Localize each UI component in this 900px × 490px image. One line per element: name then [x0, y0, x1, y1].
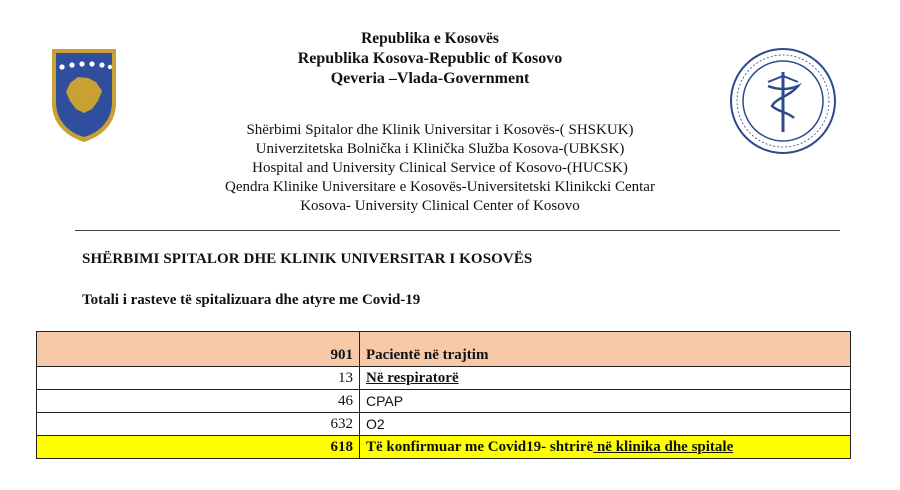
label-text-underlined: në klinika dhe spitale: [593, 438, 734, 455]
confirmed-covid-label: [360, 436, 851, 459]
republic-line-multilingual: Republika Kosova-Republic of Kosovo: [297, 50, 563, 67]
page-title: SHËRBIMI SPITALOR DHE KLINIK UNIVERSITAR I KOSOVËS: [82, 251, 533, 267]
label-text: Në respiratorë: [366, 369, 459, 386]
service-name-serbian: Univerzitetska Bolnička i Klinička Služba Kosova-(UBKSK): [255, 141, 625, 157]
service-name-albanian: Shërbimi Spitalor dhe Klinik Universitar i Kosovës-( SHSKUK): [246, 122, 634, 138]
university-clinical-center-seal-icon: [728, 46, 838, 156]
on-respirators-value: 13: [37, 367, 360, 390]
patients-in-treatment-label: [360, 332, 851, 367]
patients-in-treatment-value: 901: [37, 332, 360, 367]
service-names: [150, 121, 730, 216]
cpap-label: [360, 390, 851, 413]
government-header: [130, 29, 730, 89]
label-text: Të konfirmuar me Covid19- shtrirë: [366, 438, 594, 455]
hospitalization-table: [36, 331, 851, 459]
clinical-center-name-english: Kosova- University Clinical Center of Kosovo: [300, 198, 580, 214]
oxygen-value: 632: [37, 413, 360, 436]
table-row: [37, 413, 851, 436]
table-row: [37, 367, 851, 390]
kosovo-coat-of-arms-icon: [48, 45, 120, 145]
on-respirators-label: [360, 367, 851, 390]
table-row: [37, 332, 851, 367]
table-row: [37, 436, 851, 459]
government-line: Qeveria –Vlada-Government: [330, 70, 530, 87]
divider: [75, 230, 840, 231]
clinical-center-name: Qendra Klinike Universitare e Kosovës-Universitetski Klinikcki Centar: [225, 179, 655, 195]
oxygen-label: [360, 413, 851, 436]
label-text: CPAP: [366, 393, 404, 409]
label-text: Pacientë në trajtim: [366, 347, 489, 363]
label-text: O2: [366, 416, 385, 432]
table-row: [37, 390, 851, 413]
service-name-english: Hospital and University Clinical Service of Kosovo-(HUCSK): [252, 160, 628, 176]
republic-line-albanian: Republika e Kosovës: [361, 30, 499, 47]
confirmed-covid-value: 618: [37, 436, 360, 459]
table-title: Totali i rasteve të spitalizuara dhe atyre me Covid-19: [82, 292, 421, 308]
cpap-value: 46: [37, 390, 360, 413]
